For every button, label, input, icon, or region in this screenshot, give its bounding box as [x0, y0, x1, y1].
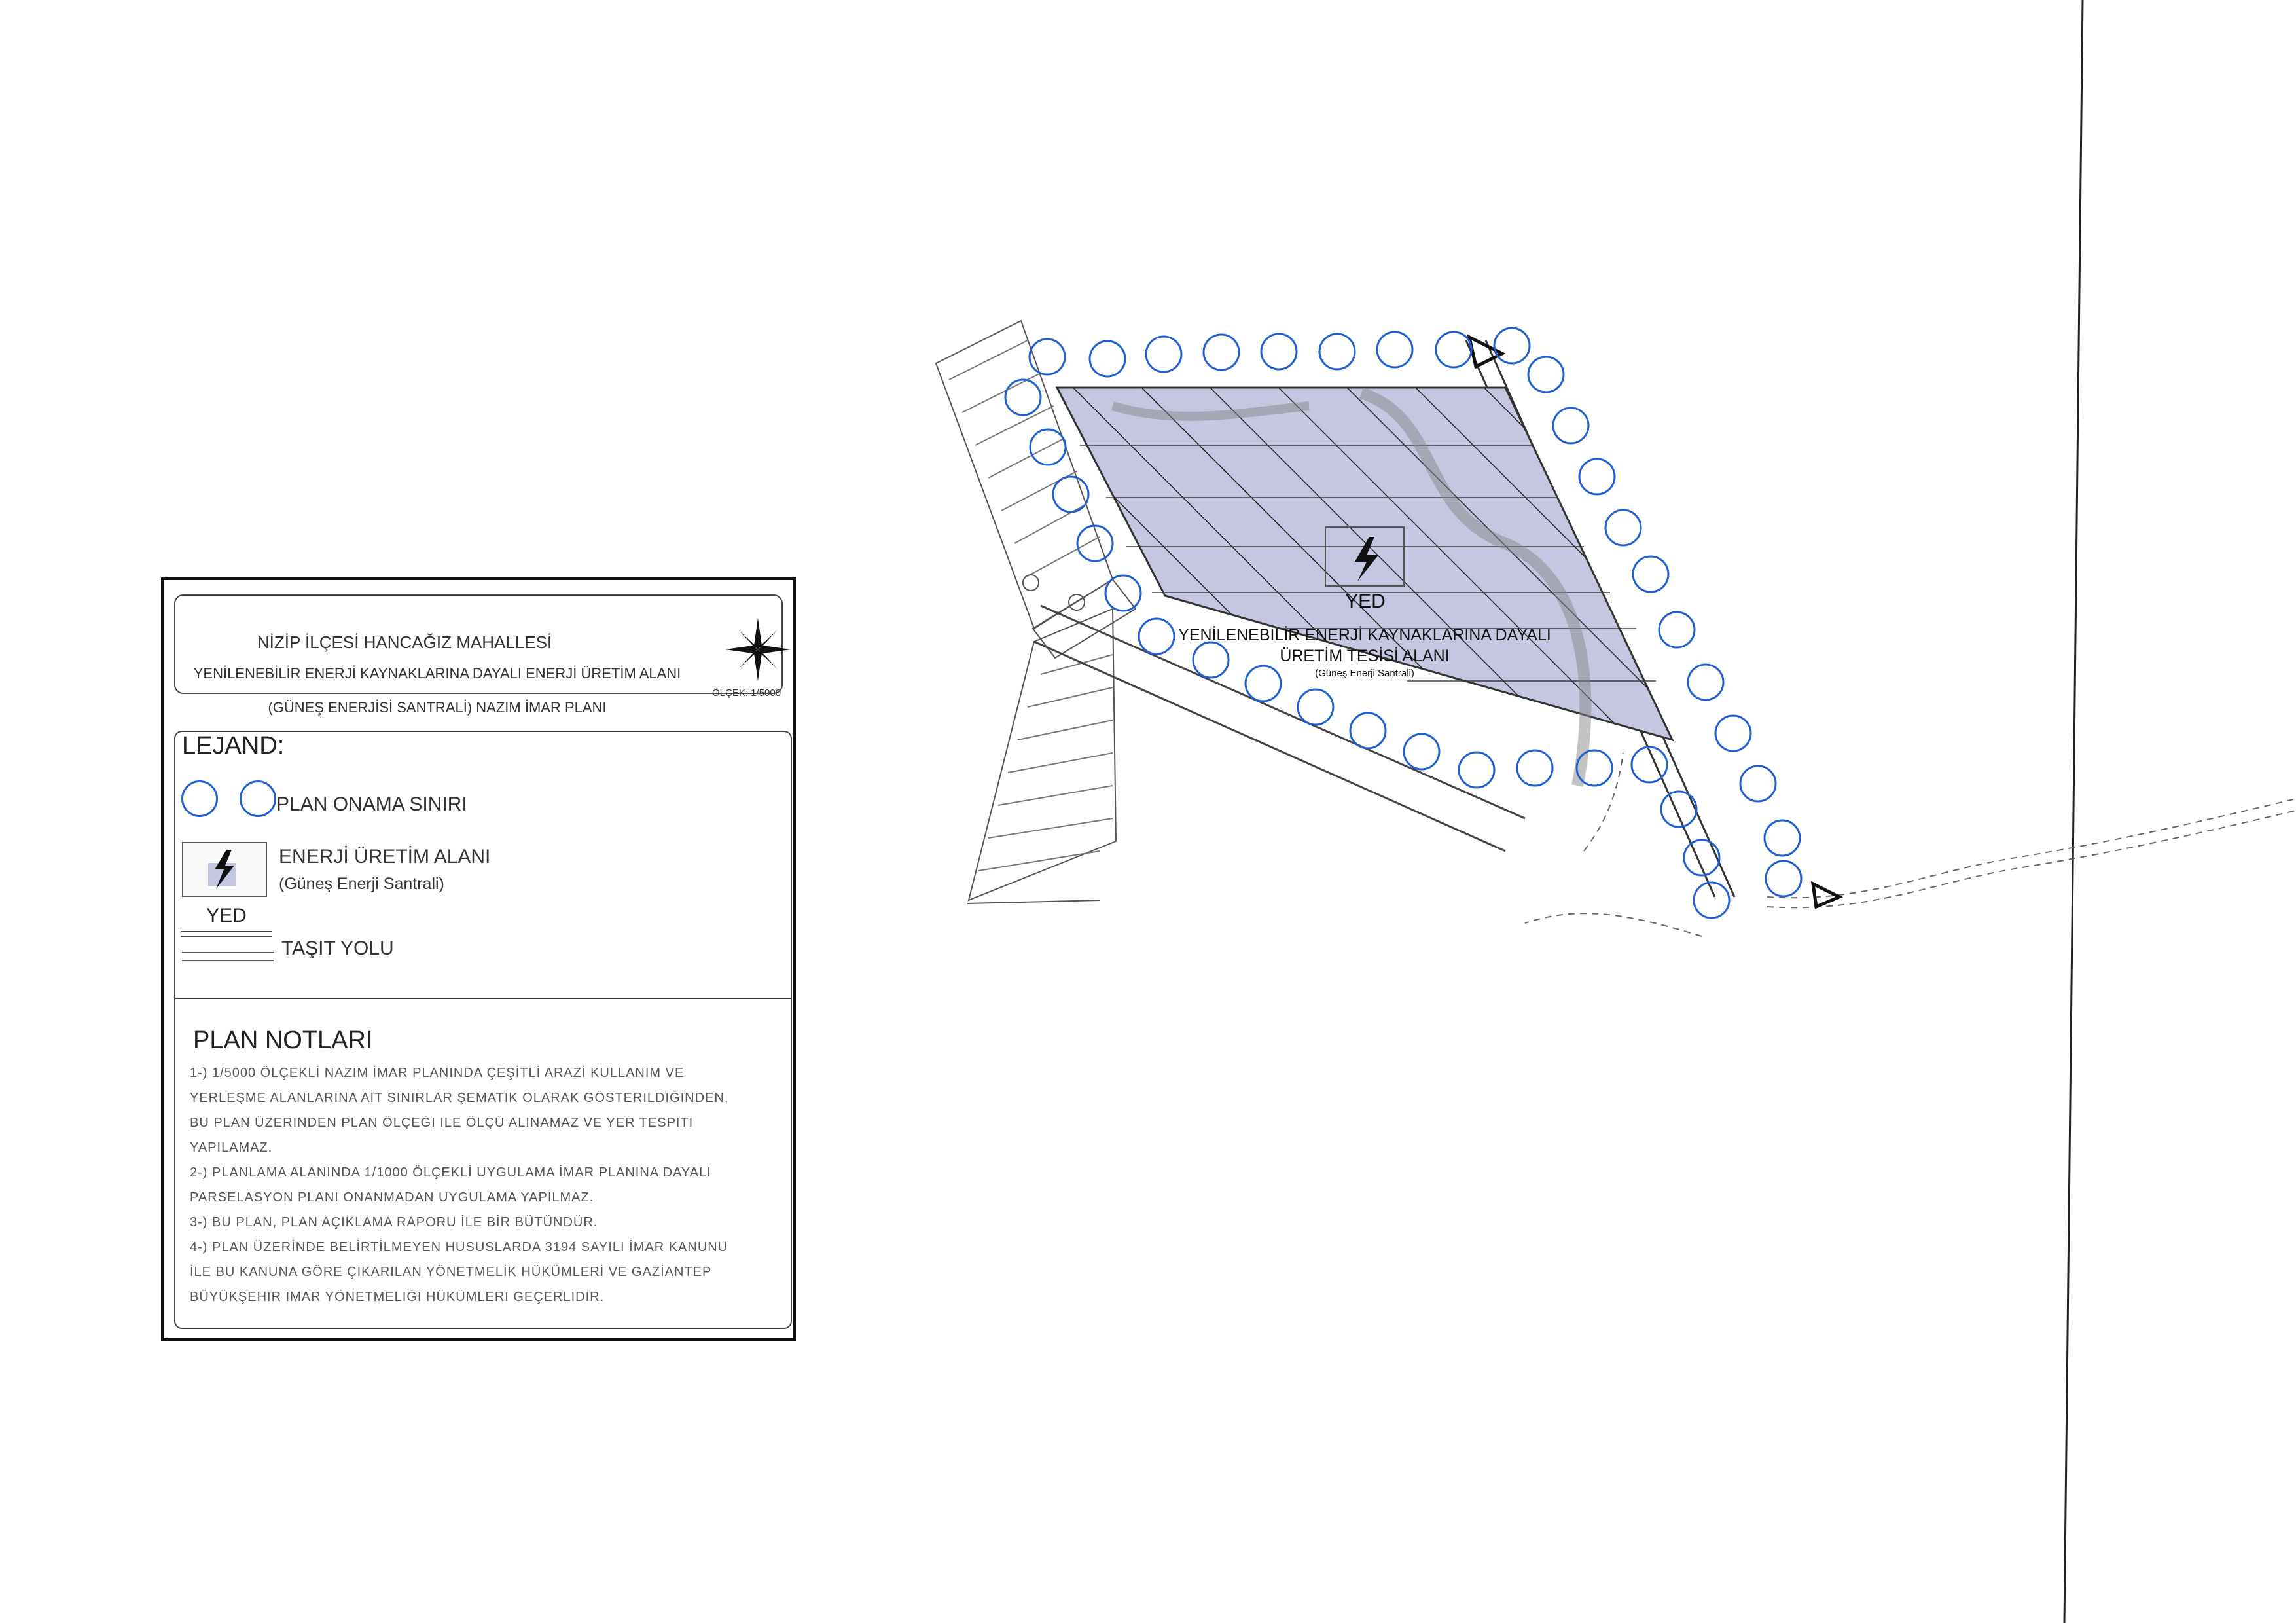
legend-underline: [181, 931, 272, 937]
boundary-circle: [1246, 666, 1281, 701]
boundary-circle: [1659, 612, 1695, 647]
title-line-3: (GÜNEŞ ENERJİSİ SANTRALİ) NAZIM İMAR PLANI: [268, 699, 607, 716]
boundary-circle: [1261, 334, 1297, 369]
boundary-circle: [1090, 341, 1125, 376]
note-line: YERLEŞME ALANLARINA AİT SINIRLAR ŞEMATİK OLARAK GÖSTERİLDİĞİNDEN,: [190, 1091, 729, 1105]
boundary-circle: [1030, 339, 1065, 374]
boundary-circle: [1146, 337, 1181, 372]
boundary-circle: [1661, 792, 1696, 827]
lightning-icon: [183, 843, 266, 896]
title-box: [174, 594, 783, 716]
boundary-circle: [1528, 357, 1564, 392]
boundary-circle: [1436, 332, 1471, 367]
zone-code: YED: [1345, 591, 1386, 612]
notes-title: PLAN NOTLARI: [193, 1027, 373, 1054]
map-marker: [1023, 575, 1039, 591]
title-line-2: YENİLENEBİLİR ENERJİ KAYNAKLARINA DAYALI ENERJİ ÜRETİM ALANI: [193, 665, 681, 682]
boundary-circle: [1459, 752, 1494, 788]
boundary-circle: [1319, 334, 1355, 369]
note-line: 1-) 1/5000 ÖLÇEKLİ NAZIM İMAR PLANINDA ÇEŞİTLİ ARAZİ KULLANIM VE: [190, 1066, 685, 1080]
road-line-icon: [182, 952, 274, 961]
boundary-circle: [1193, 642, 1229, 678]
note-line: BU PLAN ÜZERİNDEN PLAN ÖLÇEĞİ İLE ÖLÇÜ ALINAMAZ VE YER TESPİTİ: [190, 1116, 694, 1130]
note-line: 2-) PLANLAMA ALANINDA 1/1000 ÖLÇEKLİ UYGULAMA İMAR PLANINA DAYALI: [190, 1165, 711, 1180]
boundary-circle: [1005, 380, 1041, 415]
boundary-circle-icon: [181, 780, 218, 817]
boundary-circle-icon: [240, 780, 276, 817]
boundary-circle: [1139, 619, 1174, 654]
boundary-circle: [1688, 665, 1723, 700]
scale-label: ÖLÇEK: 1/5000: [712, 687, 781, 699]
boundary-circle: [1715, 716, 1751, 751]
boundary-circle: [1740, 766, 1776, 801]
energy-symbol-box: [182, 842, 267, 897]
legend-zone-code: YED: [206, 905, 247, 926]
legend-label-energy: ENERJİ ÜRETİM ALANI: [279, 846, 491, 867]
zone-label-3: (Güneş Enerji Santrali): [1315, 668, 1414, 679]
boundary-circle: [1298, 689, 1333, 725]
legend-label-road: TAŞIT YOLU: [281, 938, 394, 959]
legend-label-boundary: PLAN ONAMA SINIRI: [276, 793, 467, 815]
sheet-border-line: [2064, 0, 2083, 1623]
title-line-1: NİZİP İLÇESİ HANCAĞIZ MAHALLESİ: [257, 632, 552, 652]
boundary-circle: [1579, 459, 1615, 494]
legend-label-energy-sub: (Güneş Enerji Santrali): [279, 875, 444, 893]
boundary-circle: [1517, 750, 1552, 786]
zone-label-2: ÜRETİM TESİSİ ALANI: [1280, 647, 1450, 665]
boundary-circle: [1494, 328, 1530, 363]
boundary-circle: [1633, 556, 1668, 592]
note-line: 3-) BU PLAN, PLAN AÇIKLAMA RAPORU İLE BİR BÜTÜNDÜR.: [190, 1215, 598, 1230]
boundary-circle: [1350, 713, 1386, 748]
note-line: BÜYÜKŞEHİR İMAR YÖNETMELİĞİ HÜKÜMLERİ GEÇERLİDİR.: [190, 1290, 605, 1304]
north-arrow-icon: [719, 615, 797, 684]
boundary-circle: [1553, 408, 1588, 443]
note-line: 4-) PLAN ÜZERİNDE BELİRTİLMEYEN HUSUSLARDA 3194 SAYILI İMAR KANUNU: [190, 1240, 728, 1254]
boundary-circle: [1404, 734, 1439, 769]
title-block: [161, 577, 796, 1341]
boundary-circle: [1766, 861, 1801, 896]
zone-label-1: YENİLENEBİLİR ENERJİ KAYNAKLARINA DAYALI: [1178, 626, 1551, 644]
legend-title: LEJAND:: [182, 732, 285, 759]
boundary-circle: [1377, 332, 1412, 367]
arrow-icon: [1813, 884, 1839, 907]
note-line: YAPILAMAZ.: [190, 1140, 273, 1155]
boundary-circle: [1605, 510, 1641, 545]
boundary-circle: [1765, 820, 1800, 856]
note-line: PARSELASYON PLANI ONANMADAN UYGULAMA YAPILMAZ.: [190, 1190, 594, 1205]
boundary-circle: [1204, 335, 1239, 370]
note-line: İLE BU KANUNA GÖRE ÇIKARILAN YÖNETMELİK HÜKÜMLERİ VE GAZİANTEP: [190, 1265, 712, 1279]
